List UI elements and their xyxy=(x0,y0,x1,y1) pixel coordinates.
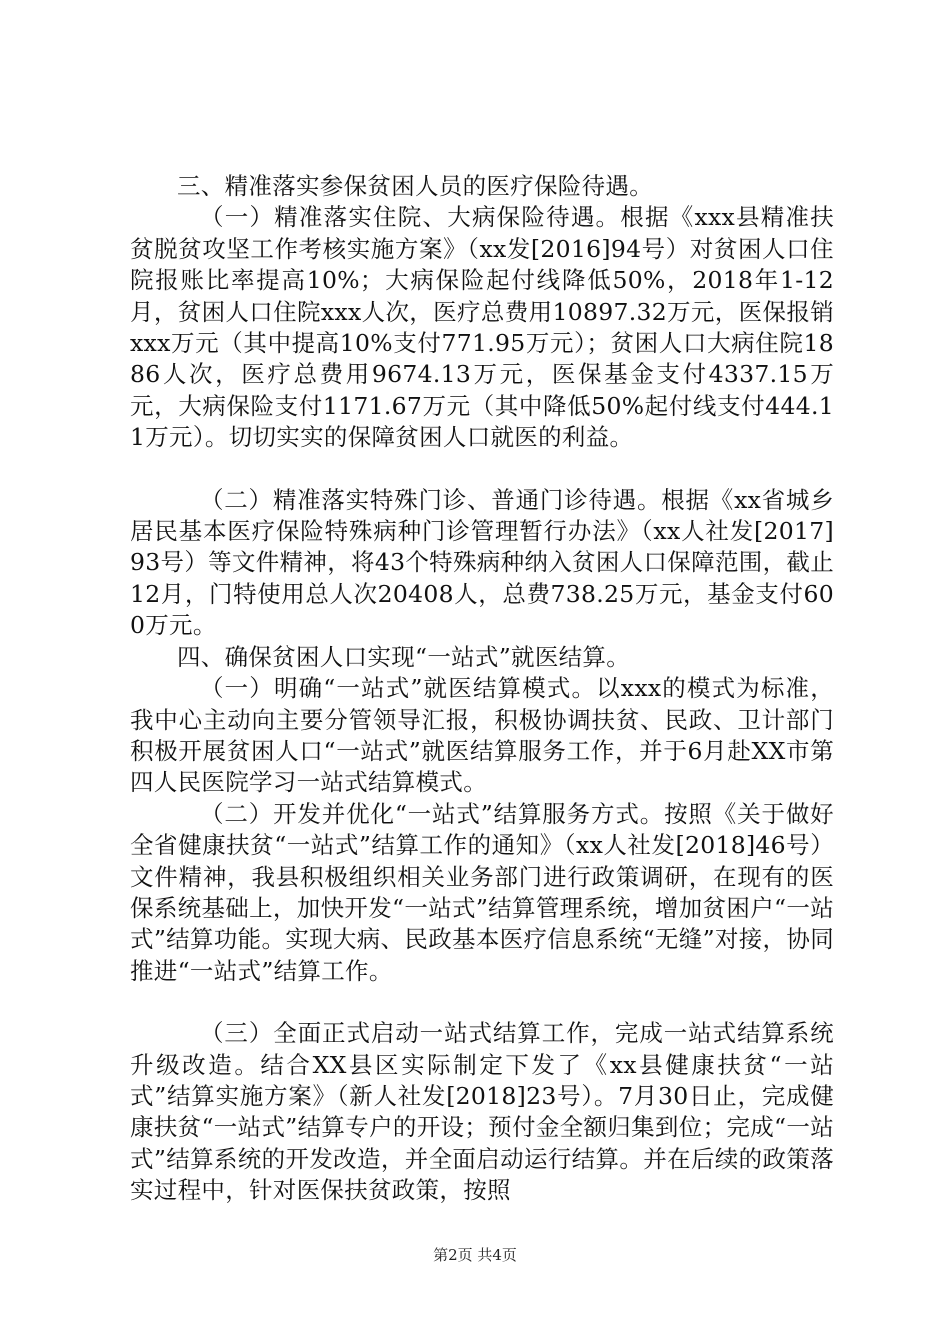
paragraph-inpatient-insurance: （一）精准落实住院、大病保险待遇。根据《xxx县精准扶贫脱贫攻坚工作考核实施方案》（xx发[2016]94号）对贫困人口住院报账比率提高10%；大病保险起付线降低50%，2018年1-12月，贫困人口住院xxx人次，医疗总费用10897.32万元，医保报销xxx万元（其中提高10%支付771.95万元）；贫困人口大病住院1886人次，医疗总费用9674.13万元，医保基金支付4337.15万元，大病保险支付1171.67万元（其中降低50%起付线支付444.11万元）。切切实实的保障贫困人口就医的利益。 xyxy=(130,203,834,452)
paragraph-system-upgrade: （三）全面正式启动一站式结算工作，完成一站式结算系统升级改造。结合XX县区实际制定下发了《xx县健康扶贫“一站式”结算实施方案》（新人社发[2018]23号）。7月30日止，完成健康扶贫“一站式”结算专户的开设；预付金全额归集到位；完成“一站式”结算系统的开发改造，并全面启动运行结算。并在后续的政策落实过程中，针对医保扶贫政策，按照 xyxy=(130,1019,834,1205)
section-heading-three: 三、精准落实参保贫困人员的医疗保险待遇。 xyxy=(177,172,653,200)
paragraph-settlement-mode: （一）明确“一站式”就医结算模式。以xxx的模式为标准，我中心主动向主要分管领导汇报，积极协调扶贫、民政、卫计部门积极开展贫困人口“一站式”就医结算服务工作，并于6月赴XX市第四人民医院学习一站式结算模式。 xyxy=(130,674,834,797)
document-body xyxy=(130,171,834,1207)
paragraph-service-optimization: （二）开发并优化“一站式”结算服务方式。按照《关于做好全省健康扶贫“一站式”结算工作的通知》（xx人社发[2018]46号）文件精神，我县积极组织相关业务部门进行政策调研，在现有的医保系统基础上，加快开发“一站式”结算管理系统，增加贫困户“一站式”结算功能。实现大病、民政基本医疗信息系统“无缝”对接，协同推进“一站式”结算工作。 xyxy=(130,799,834,985)
page-footer: 第2页 共4页 xyxy=(433,1246,517,1264)
section-heading-four: 四、确保贫困人口实现“一站式”就医结算。 xyxy=(177,642,631,671)
paragraph-outpatient-treatment: （二）精准落实特殊门诊、普通门诊待遇。根据《xx省城乡居民基本医疗保险特殊病种门诊管理暂行办法》（xx人社发[2017]93号）等文件精神，将43个特殊病种纳入贫困人口保障范围，截止12月，门特使用总人次20408人，总费738.25万元，基金支付600万元。 xyxy=(130,485,834,640)
